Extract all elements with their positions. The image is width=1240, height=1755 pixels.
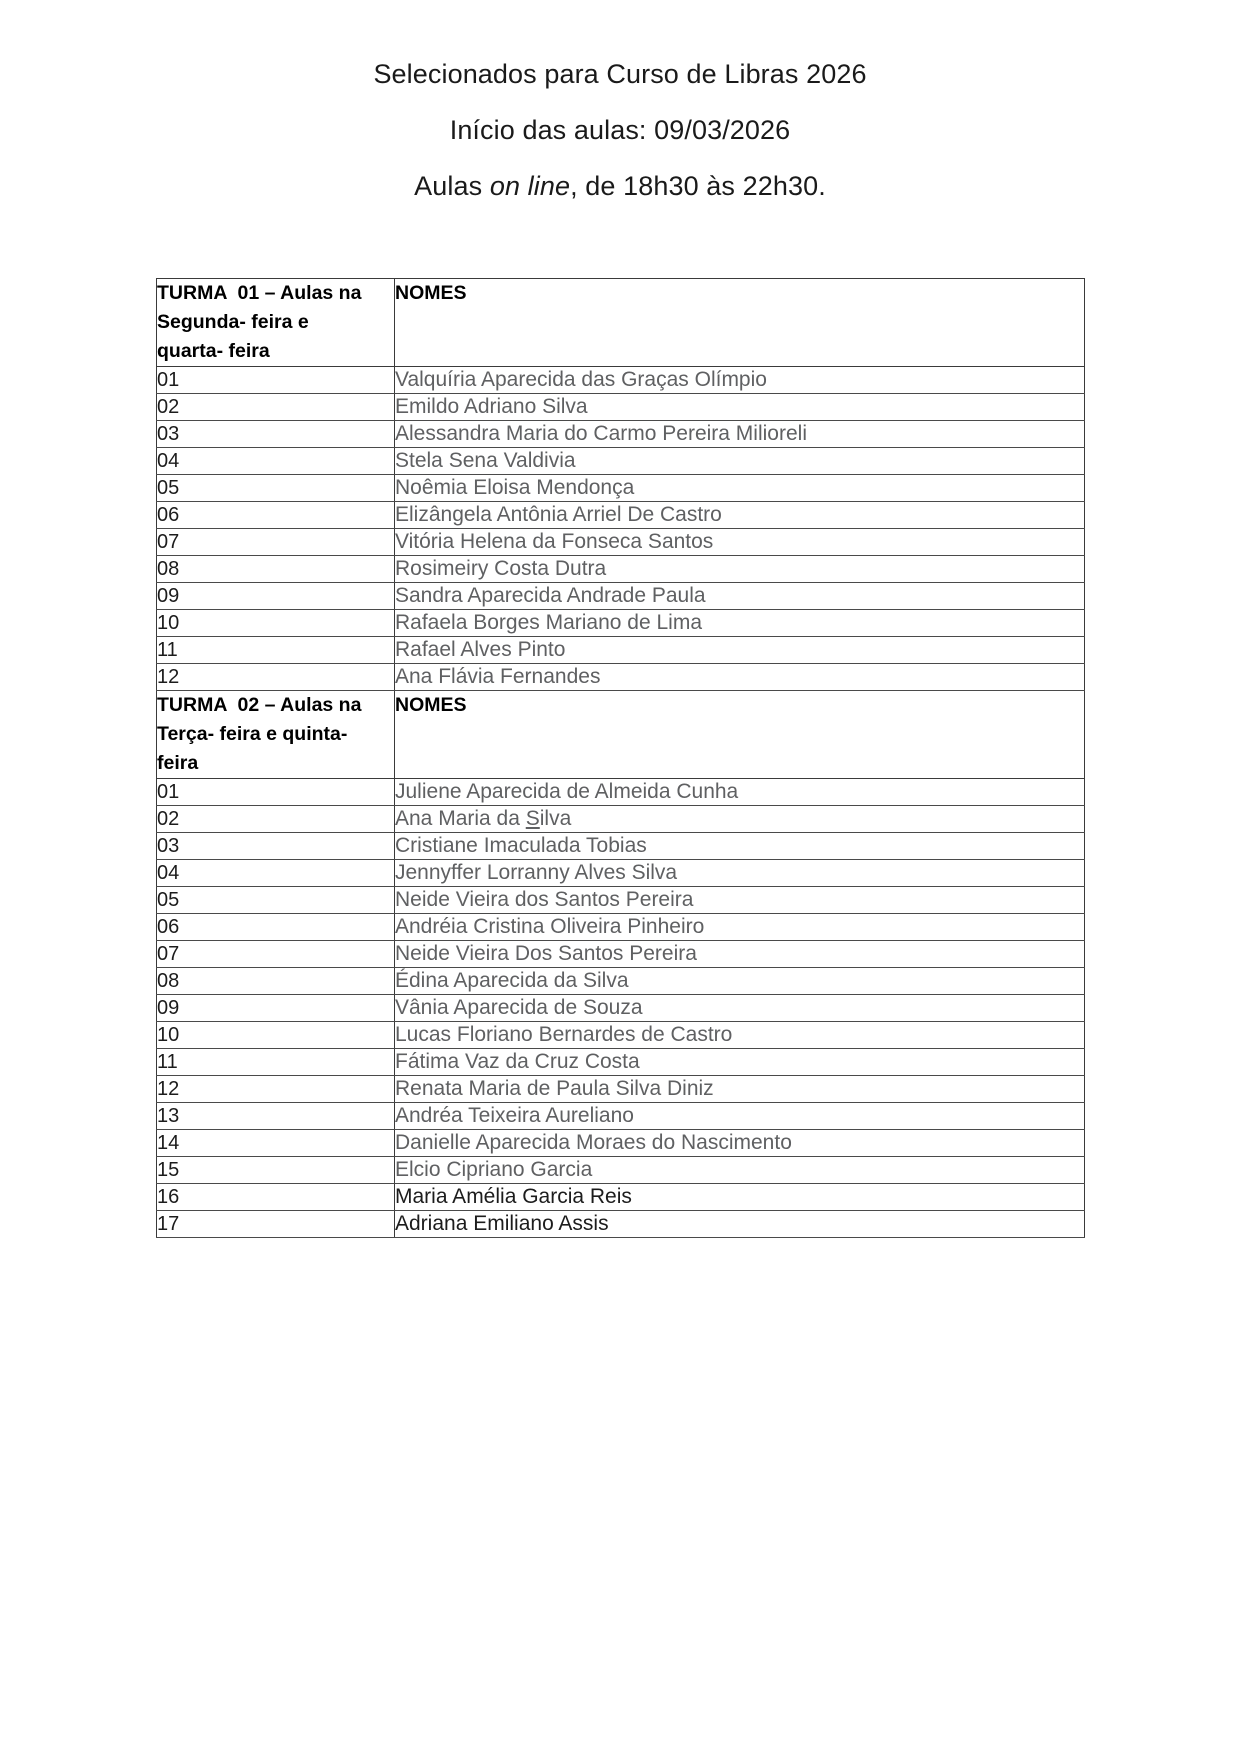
title-line-3-pre: Aulas [414, 171, 490, 201]
row-number-cell: 11 [157, 1049, 395, 1076]
title-line-2: Início das aulas: 09/03/2026 [449, 115, 791, 145]
document-header [0, 0, 1240, 214]
table-row [157, 556, 1085, 583]
row-name-cell: Vânia Aparecida de Souza [395, 995, 1085, 1022]
table-row [157, 914, 1085, 941]
row-name-cell: Rafaela Borges Mariano de Lima [395, 610, 1085, 637]
row-name-cell: Andréia Cristina Oliveira Pinheiro [395, 914, 1085, 941]
table-row [157, 806, 1085, 833]
row-name-cell: Neide Vieira Dos Santos Pereira [395, 941, 1085, 968]
group-label-line: Terça- feira e quinta- [157, 723, 348, 745]
row-number-cell: 09 [157, 995, 395, 1022]
row-number-cell: 07 [157, 529, 395, 556]
table-row [157, 1184, 1085, 1211]
table-row [157, 1049, 1085, 1076]
group-label-line: TURMA 01 – Aulas na [157, 282, 362, 304]
row-name-cell: Emildo Adriano Silva [395, 394, 1085, 421]
table-row [157, 367, 1085, 394]
row-number-cell: 10 [157, 610, 395, 637]
row-name-cell: Juliene Aparecida de Almeida Cunha [395, 779, 1085, 806]
row-name-cell: Jennyffer Lorranny Alves Silva [395, 860, 1085, 887]
group-label-line: feira [157, 752, 199, 774]
row-name-cell: Elizângela Antônia Arriel De Castro [395, 502, 1085, 529]
row-name-cell: Stela Sena Valdivia [395, 448, 1085, 475]
title-line-1: Selecionados para Curso de Libras 2026 [373, 59, 867, 89]
table-row [157, 1103, 1085, 1130]
row-name-cell: Renata Maria de Paula Silva Diniz [395, 1076, 1085, 1103]
group-label-line: TURMA 02 – Aulas na [157, 694, 362, 716]
row-number-cell: 07 [157, 941, 395, 968]
group-label-line: Segunda- feira e [157, 311, 309, 333]
table-row [157, 941, 1085, 968]
table-row [157, 1211, 1085, 1238]
group-header-row [157, 691, 1085, 779]
group-names-header-cell: NOMES [395, 279, 1085, 367]
row-name-cell: Rafael Alves Pinto [395, 637, 1085, 664]
row-number-cell: 11 [157, 637, 395, 664]
row-number-cell: 17 [157, 1211, 395, 1238]
row-number-cell: 04 [157, 448, 395, 475]
row-name-cell: Alessandra Maria do Carmo Pereira Milioreli [395, 421, 1085, 448]
table-row [157, 1022, 1085, 1049]
row-number-cell: 16 [157, 1184, 395, 1211]
row-name-cell: Fátima Vaz da Cruz Costa [395, 1049, 1085, 1076]
row-name-cell: Édina Aparecida da Silva [395, 968, 1085, 995]
table-row [157, 995, 1085, 1022]
table-row [157, 1130, 1085, 1157]
table-row [157, 502, 1085, 529]
row-number-cell: 09 [157, 583, 395, 610]
group-header-row [157, 279, 1085, 367]
row-number-cell: 06 [157, 914, 395, 941]
row-number-cell: 02 [157, 806, 395, 833]
group-names-header-cell: NOMES [395, 691, 1085, 779]
table-row [157, 1157, 1085, 1184]
row-name-cell: Noêmia Eloisa Mendonça [395, 475, 1085, 502]
group-label-cell [157, 279, 395, 367]
roster-table-body [157, 279, 1085, 1238]
row-number-cell: 05 [157, 887, 395, 914]
row-number-cell: 10 [157, 1022, 395, 1049]
table-row [157, 583, 1085, 610]
row-name-cell: Ana Maria da Silva [395, 806, 1085, 833]
table-row [157, 833, 1085, 860]
underlined-letter: S [525, 807, 540, 830]
row-number-cell: 02 [157, 394, 395, 421]
row-name-cell: Rosimeiry Costa Dutra [395, 556, 1085, 583]
table-row [157, 887, 1085, 914]
table-row [157, 475, 1085, 502]
table-row [157, 779, 1085, 806]
row-number-cell: 03 [157, 833, 395, 860]
row-number-cell: 04 [157, 860, 395, 887]
title-line-3-italic: on line [489, 171, 571, 201]
table-row [157, 421, 1085, 448]
row-name-cell: Andréa Teixeira Aureliano [395, 1103, 1085, 1130]
table-row [157, 448, 1085, 475]
title-line-3-post: , de 18h30 às 22h30. [570, 171, 826, 201]
row-number-cell: 13 [157, 1103, 395, 1130]
table-row [157, 1076, 1085, 1103]
table-row [157, 664, 1085, 691]
roster-table-wrapper [156, 278, 1084, 1238]
row-name-cell: Cristiane Imaculada Tobias [395, 833, 1085, 860]
table-row [157, 860, 1085, 887]
row-name-cell: Maria Amélia Garcia Reis [395, 1184, 1085, 1211]
row-name-cell: Danielle Aparecida Moraes do Nascimento [395, 1130, 1085, 1157]
row-number-cell: 01 [157, 779, 395, 806]
row-name-cell: Valquíria Aparecida das Graças Olímpio [395, 367, 1085, 394]
row-number-cell: 15 [157, 1157, 395, 1184]
row-number-cell: 06 [157, 502, 395, 529]
group-label-line: quarta- feira [157, 340, 270, 362]
row-number-cell: 12 [157, 664, 395, 691]
table-row [157, 610, 1085, 637]
row-number-cell: 03 [157, 421, 395, 448]
group-label-cell [157, 691, 395, 779]
row-number-cell: 08 [157, 968, 395, 995]
row-name-cell: Vitória Helena da Fonseca Santos [395, 529, 1085, 556]
row-name-cell: Lucas Floriano Bernardes de Castro [395, 1022, 1085, 1049]
table-row [157, 529, 1085, 556]
title-line-3 [0, 158, 1240, 214]
table-row [157, 394, 1085, 421]
row-number-cell: 12 [157, 1076, 395, 1103]
row-number-cell: 01 [157, 367, 395, 394]
row-name-cell: Ana Flávia Fernandes [395, 664, 1085, 691]
row-number-cell: 05 [157, 475, 395, 502]
row-name-cell: Adriana Emiliano Assis [395, 1211, 1085, 1238]
row-number-cell: 08 [157, 556, 395, 583]
table-row [157, 637, 1085, 664]
row-name-cell: Sandra Aparecida Andrade Paula [395, 583, 1085, 610]
roster-table [156, 278, 1085, 1238]
row-name-cell: Elcio Cipriano Garcia [395, 1157, 1085, 1184]
table-row [157, 968, 1085, 995]
row-name-cell: Neide Vieira dos Santos Pereira [395, 887, 1085, 914]
row-number-cell: 14 [157, 1130, 395, 1157]
